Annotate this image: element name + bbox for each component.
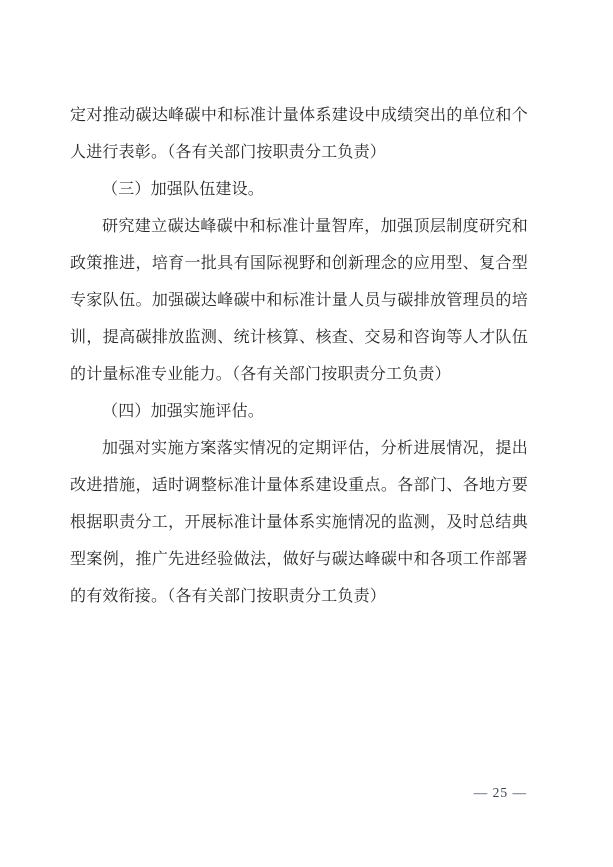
text-line: 的有效衔接。（各有关部门按职责分工负责） bbox=[70, 588, 387, 605]
text-line: 改进措施，适时调整标准计量体系建设重点。各部门、各地方要 bbox=[70, 477, 528, 494]
text-line: 人进行表彰。（各有关部门按职责分工负责） bbox=[70, 144, 387, 161]
section-heading: （三）加强队伍建设。 bbox=[102, 181, 265, 198]
text-line: 专家队伍。加强碳达峰碳中和标准计量人员与碳排放管理员的培 bbox=[70, 292, 528, 309]
text-line: 根据职责分工，开展标准计量体系实施情况的监测，及时总结典 bbox=[70, 514, 528, 531]
text-line: 定对推动碳达峰碳中和标准计量体系建设中成绩突出的单位和个 bbox=[70, 107, 528, 124]
page-number-text: — 25 — bbox=[473, 785, 527, 800]
text-line: 的计量标准专业能力。（各有关部门按职责分工负责） bbox=[70, 366, 451, 383]
text-line: 政策推进，培育一批具有国际视野和创新理念的应用型、复合型 bbox=[70, 255, 528, 272]
text-line: 研究建立碳达峰碳中和标准计量智库，加强顶层制度研究和 bbox=[102, 218, 528, 235]
section-heading: （四）加强实施评估。 bbox=[102, 403, 265, 420]
text-line: 型案例，推广先进经验做法，做好与碳达峰碳中和各项工作部署 bbox=[70, 551, 528, 568]
text-line: 训，提高碳排放监测、统计核算、核查、交易和咨询等人才队伍 bbox=[70, 329, 528, 346]
document-body bbox=[70, 97, 528, 615]
page-number bbox=[474, 784, 527, 802]
text-line: 加强对实施方案落实情况的定期评估，分析进展情况，提出 bbox=[102, 440, 528, 457]
